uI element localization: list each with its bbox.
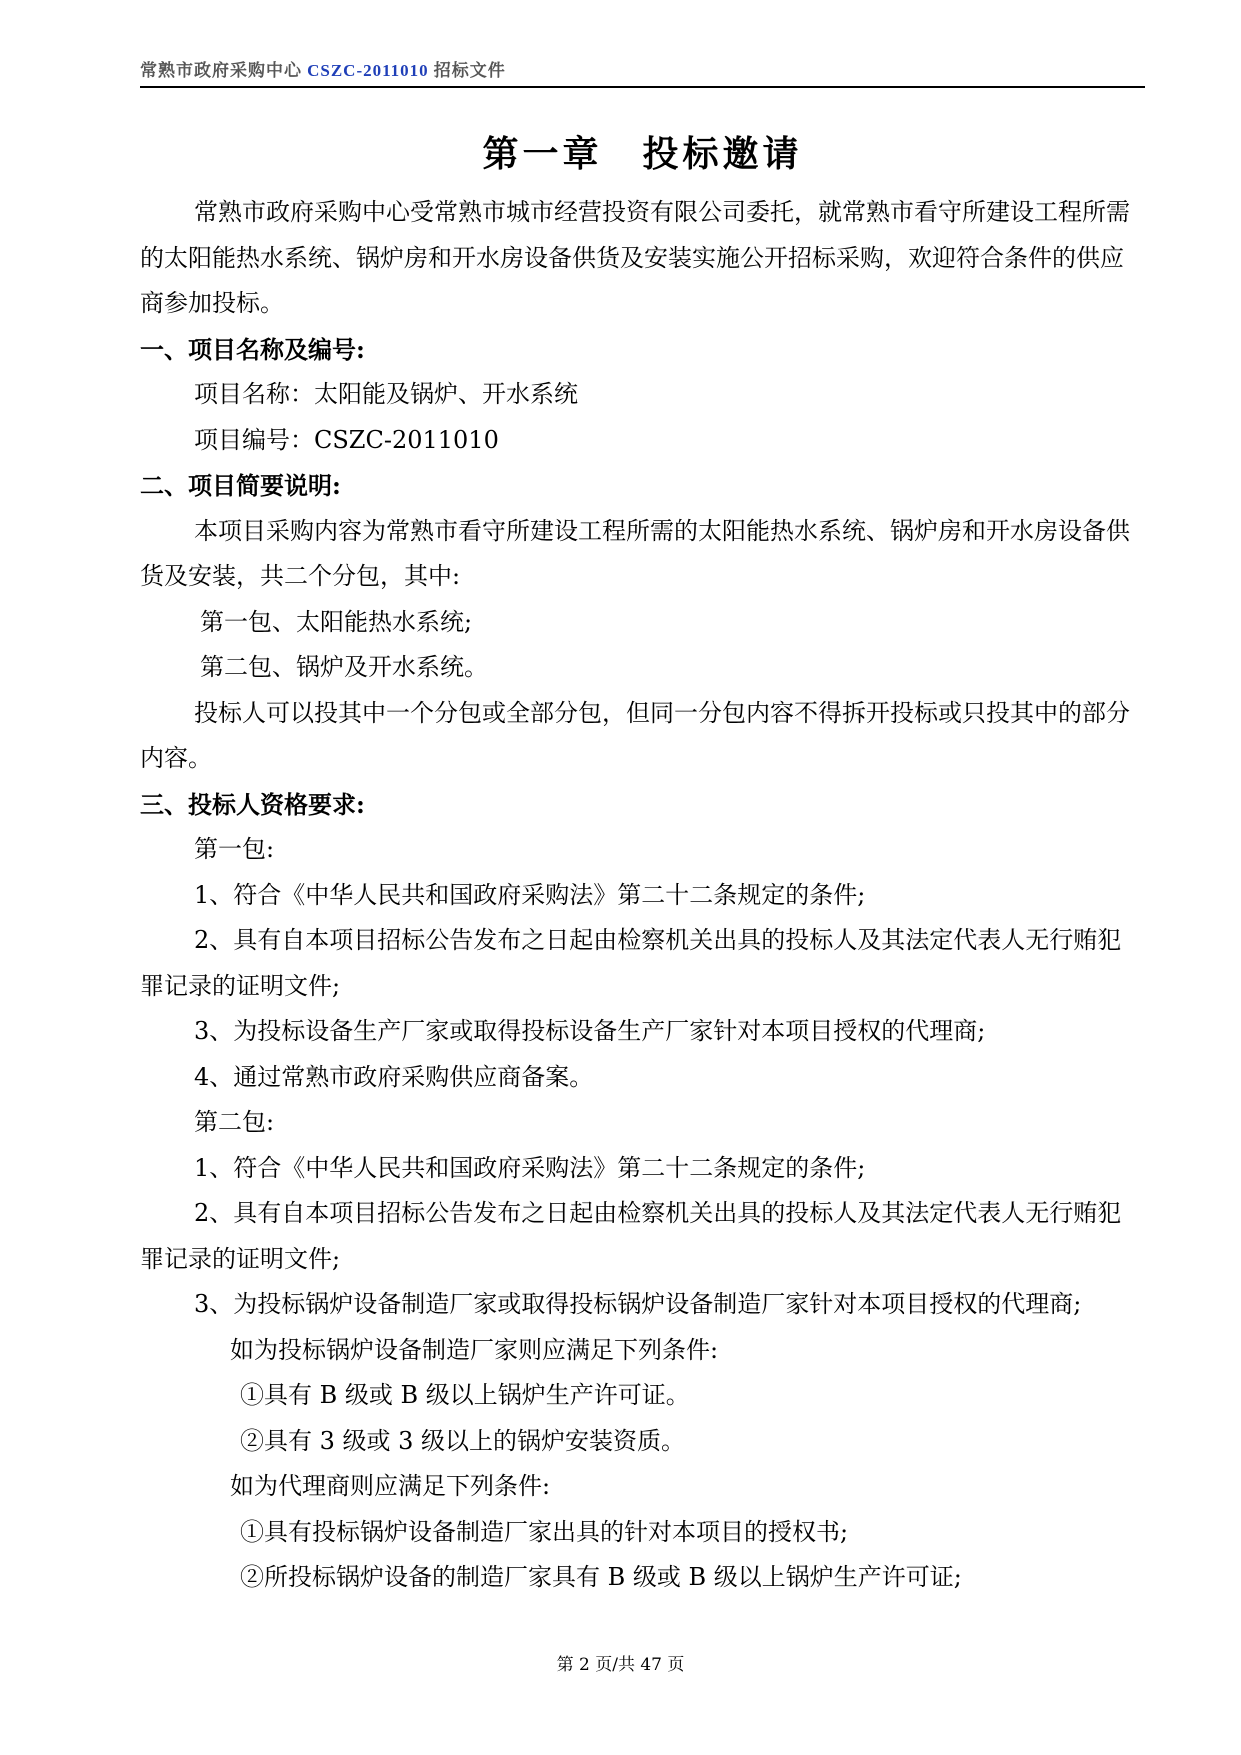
agent-condition-item: ②所投标锅炉设备的制造厂家具有 B 级或 B 级以上锅炉生产许可证; [240, 1563, 962, 1591]
section-3-heading: 三、投标人资格要求: [140, 789, 365, 819]
page-number: 第 2 页/共 47 页 [556, 1655, 685, 1675]
pkg1-requirement: 1、符合《中华人民共和国政府采购法》第二十二条规定的条件; [194, 880, 866, 909]
project-description: 本项目采购内容为常熟市看守所建设工程所需的太阳能热水系统、锅炉房和开水房设备供货及安装，共二个分包，其中: [140, 516, 1130, 590]
header-org: 常熟市政府采购中心 [140, 61, 302, 81]
manufacturer-conditions: 如为投标锅炉设备制造厂家则应满足下列条件: [230, 1335, 719, 1364]
intro-paragraph: 常熟市政府采购中心受常熟市城市经营投资有限公司委托，就常熟市看守所建设工程所需的太阳能热水系统、锅炉房和开水房设备供货及安装实施公开招标采购，欢迎符合条件的供应商参加投标。 [140, 198, 1130, 317]
package-1: 第一包、太阳能热水系统; [200, 607, 473, 636]
pkg1-requirement: 3、为投标设备生产厂家或取得投标设备生产厂家针对本项目授权的代理商; [194, 1017, 986, 1045]
pkg1-requirement: 2、具有自本项目招标公告发布之日起由检察机关出具的投标人及其法定代表人无行贿犯罪记录的证明文件; [140, 926, 1122, 1000]
bidding-note: 投标人可以投其中一个分包或全部分包，但同一分包内容不得拆开投标或只投其中的部分内容。 [140, 698, 1130, 772]
pkg2-requirement: 2、具有自本项目招标公告发布之日起由检察机关出具的投标人及其法定代表人无行贿犯罪记录的证明文件; [140, 1199, 1122, 1273]
agent-condition-item: ①具有投标锅炉设备制造厂家出具的针对本项目的授权书; [240, 1517, 849, 1546]
chapter-title: 第一章 投标邀请 [482, 133, 803, 175]
pkg2-requirement: 3、为投标锅炉设备制造厂家或取得投标锅炉设备制造厂家针对本项目授权的代理商; [194, 1290, 1082, 1318]
header-project-code: CSZC-2011010 [307, 61, 429, 80]
manufacturer-condition-item: ①具有 B 级或 B 级以上锅炉生产许可证。 [240, 1381, 690, 1409]
document-body [140, 190, 1145, 1601]
project-name: 项目名称：太阳能及锅炉、开水系统 [194, 380, 578, 408]
page-header [140, 56, 1145, 88]
package-1-label: 第一包: [194, 835, 275, 863]
package-2: 第二包、锅炉及开水系统。 [200, 653, 488, 681]
project-number: 项目编号：CSZC-2011010 [194, 425, 499, 454]
section-2-heading: 二、项目简要说明: [140, 471, 341, 500]
section-1-heading: 一、项目名称及编号: [140, 334, 365, 364]
pkg1-requirement: 4、通过常熟市政府采购供应商备案。 [194, 1062, 594, 1091]
agent-conditions: 如为代理商则应满足下列条件: [230, 1472, 551, 1500]
pkg2-requirement: 1、符合《中华人民共和国政府采购法》第二十二条规定的条件; [194, 1153, 866, 1182]
header-doc-type: 招标文件 [433, 61, 506, 81]
manufacturer-condition-item: ②具有 3 级或 3 级以上的锅炉安装资质。 [240, 1426, 686, 1455]
package-2-label: 第二包: [194, 1108, 275, 1136]
